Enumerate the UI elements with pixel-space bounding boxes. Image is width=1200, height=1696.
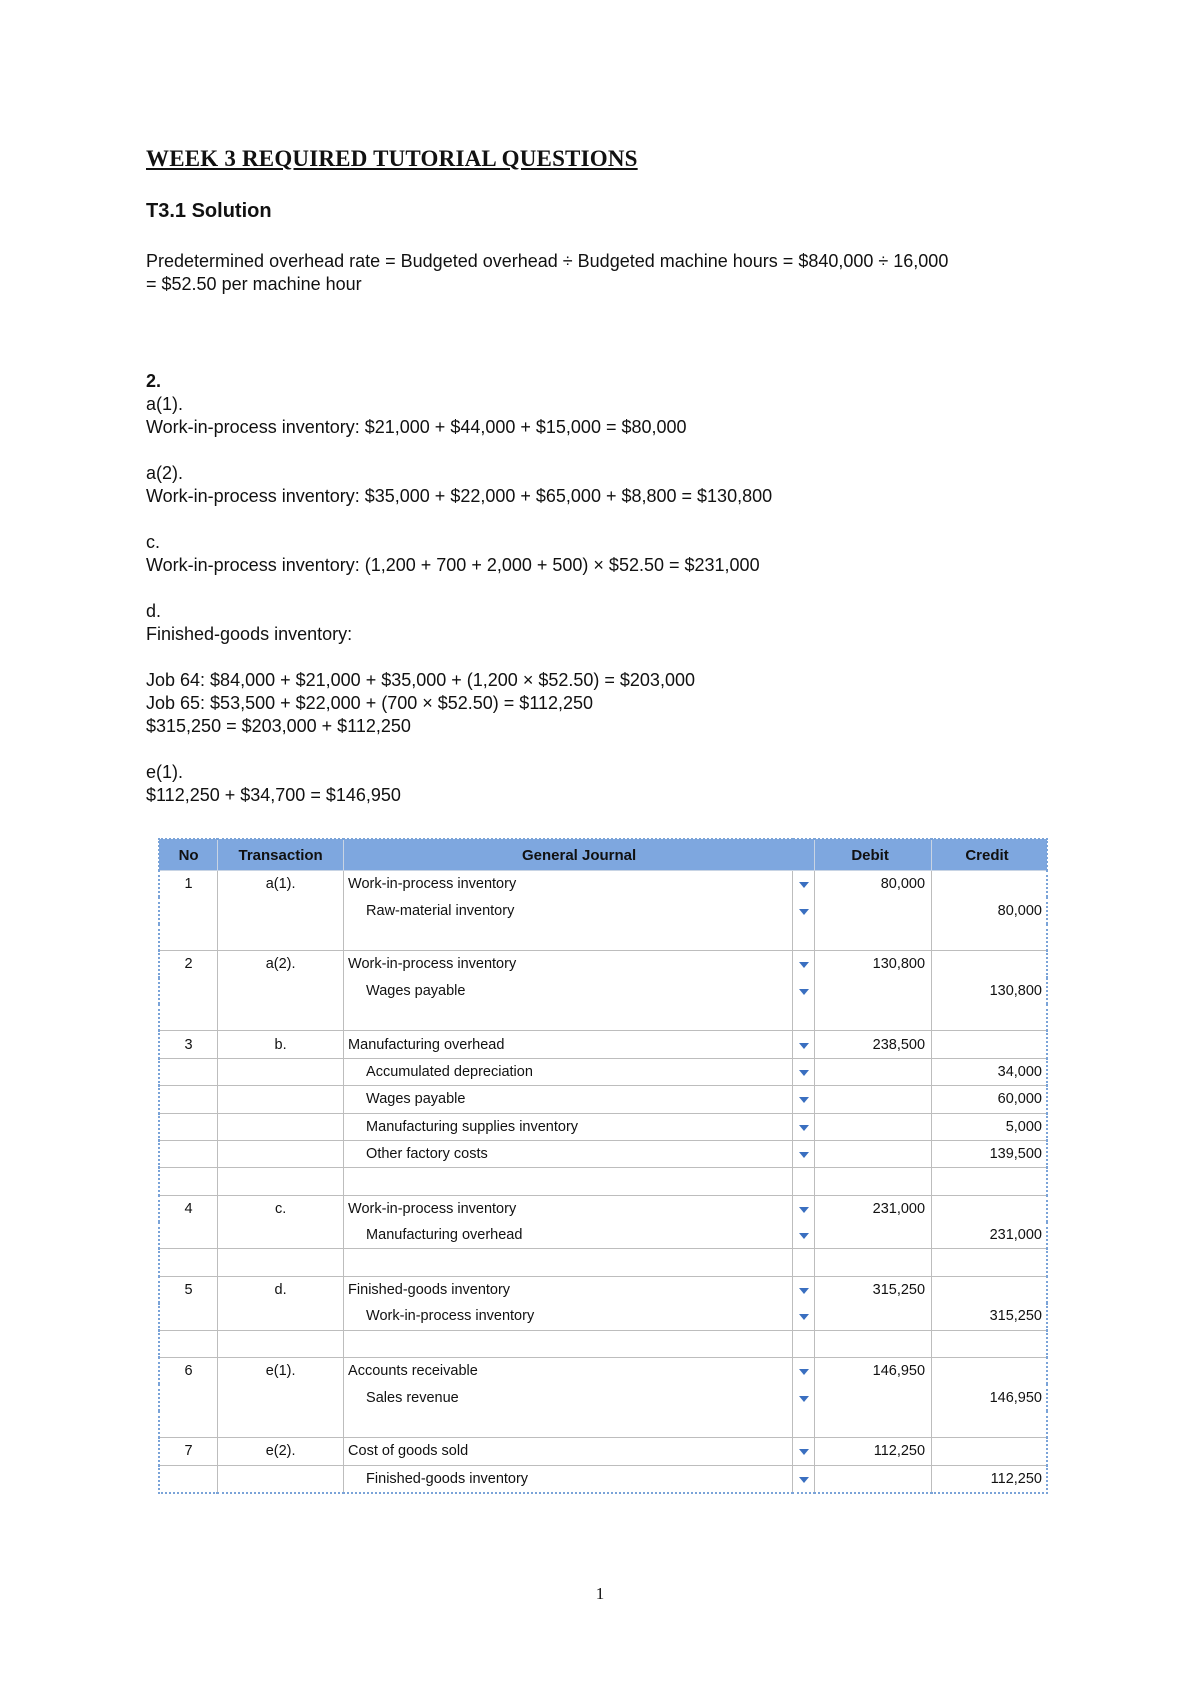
journal-row <box>159 1031 1047 1058</box>
empty-cell <box>815 1249 932 1276</box>
d-line-total: $315,250 = $203,000 + $112,250 <box>146 716 411 736</box>
row-credit: 130,800 <box>932 978 1047 1004</box>
d-label: d. <box>146 601 162 621</box>
section-2-number: 2. <box>146 371 162 391</box>
account-dropdown[interactable] <box>793 1384 815 1410</box>
row-account: Cost of goods sold <box>344 1438 793 1465</box>
journal-row <box>159 1384 1047 1410</box>
row-account: Sales revenue <box>344 1384 793 1410</box>
account-dropdown[interactable] <box>793 1086 815 1113</box>
row-account: Work-in-process inventory <box>344 951 793 978</box>
row-credit: 5,000 <box>932 1113 1047 1140</box>
page-heading: WEEK 3 REQUIRED TUTORIAL QUESTIONS <box>146 146 638 171</box>
row-no <box>159 1058 218 1085</box>
chevron-down-icon[interactable] <box>799 989 809 995</box>
journal-spacer-row <box>159 1168 1047 1195</box>
empty-cell <box>344 1004 793 1031</box>
row-account: Finished-goods inventory <box>344 1276 793 1303</box>
chevron-down-icon[interactable] <box>799 1477 809 1483</box>
row-transaction <box>218 1113 344 1140</box>
row-account: Wages payable <box>344 978 793 1004</box>
account-dropdown[interactable] <box>793 1195 815 1222</box>
row-transaction <box>218 1222 344 1249</box>
row-transaction <box>218 897 344 923</box>
row-no <box>159 897 218 923</box>
row-credit: 80,000 <box>932 897 1047 923</box>
empty-cell <box>793 1330 815 1357</box>
row-account: Work-in-process inventory <box>344 1195 793 1222</box>
account-dropdown[interactable] <box>793 1303 815 1330</box>
account-dropdown[interactable] <box>793 1276 815 1303</box>
empty-cell <box>159 924 218 951</box>
row-transaction <box>218 1465 344 1493</box>
row-no <box>159 1222 218 1249</box>
overhead-rate-line-1: Predetermined overhead rate = Budgeted overhead ÷ Budgeted machine hours = $840,000 ÷ 16,000 <box>146 251 949 271</box>
solution-subheading: T3.1 Solution <box>146 200 272 222</box>
row-account: Accumulated depreciation <box>344 1058 793 1085</box>
empty-cell <box>932 1004 1047 1031</box>
row-transaction <box>218 1086 344 1113</box>
row-account: Manufacturing supplies inventory <box>344 1113 793 1140</box>
chevron-down-icon[interactable] <box>799 1043 809 1049</box>
empty-cell <box>159 1330 218 1357</box>
row-no <box>159 1465 218 1493</box>
row-debit <box>815 1086 932 1113</box>
chevron-down-icon[interactable] <box>799 1396 809 1402</box>
row-transaction <box>218 978 344 1004</box>
row-transaction: c. <box>218 1195 344 1222</box>
row-account: Work-in-process inventory <box>344 1303 793 1330</box>
general-journal-table <box>158 838 1048 1494</box>
row-no <box>159 1113 218 1140</box>
empty-cell <box>793 1249 815 1276</box>
empty-cell <box>344 1168 793 1195</box>
row-transaction <box>218 1303 344 1330</box>
row-debit <box>815 1222 932 1249</box>
overhead-rate-paragraph <box>146 250 948 296</box>
empty-cell <box>815 1411 932 1438</box>
a2-label: a(2). <box>146 463 184 483</box>
row-account: Work-in-process inventory <box>344 871 793 898</box>
journal-row <box>159 1195 1047 1222</box>
row-transaction <box>218 1058 344 1085</box>
journal-row <box>159 1086 1047 1113</box>
empty-cell <box>159 1004 218 1031</box>
account-dropdown[interactable] <box>793 1438 815 1465</box>
journal-spacer-row <box>159 1004 1047 1031</box>
account-dropdown[interactable] <box>793 1031 815 1058</box>
row-credit: 315,250 <box>932 1303 1047 1330</box>
journal-row <box>159 1276 1047 1303</box>
a1-label: a(1). <box>146 394 184 414</box>
a2-text: Work-in-process inventory: $35,000 + $22,000 + $65,000 + $8,800 = $130,800 <box>146 486 773 506</box>
row-debit <box>815 1384 932 1410</box>
empty-cell <box>793 1004 815 1031</box>
row-credit <box>932 871 1047 898</box>
journal-row <box>159 1222 1047 1249</box>
row-debit: 80,000 <box>815 871 932 898</box>
journal-row <box>159 1438 1047 1465</box>
overhead-rate-line-2: = $52.50 per machine hour <box>146 274 362 294</box>
empty-cell <box>815 1004 932 1031</box>
row-debit <box>815 1058 932 1085</box>
d-line-job64: Job 64: $84,000 + $21,000 + $35,000 + (1,200 × $52.50) = $203,000 <box>146 670 695 690</box>
row-credit: 231,000 <box>932 1222 1047 1249</box>
row-transaction <box>218 1384 344 1410</box>
row-transaction: e(1). <box>218 1358 344 1385</box>
chevron-down-icon[interactable] <box>799 1369 809 1375</box>
header-no: No <box>159 839 218 871</box>
row-transaction: a(1). <box>218 871 344 898</box>
row-debit <box>815 978 932 1004</box>
row-no: 4 <box>159 1195 218 1222</box>
d-line-job65: Job 65: $53,500 + $22,000 + (700 × $52.50) = $112,250 <box>146 693 594 713</box>
chevron-down-icon[interactable] <box>799 1152 809 1158</box>
row-debit <box>815 897 932 923</box>
row-debit: 238,500 <box>815 1031 932 1058</box>
empty-cell <box>793 1411 815 1438</box>
e1-text: $112,250 + $34,700 = $146,950 <box>146 785 401 805</box>
row-no <box>159 1303 218 1330</box>
account-dropdown[interactable] <box>793 951 815 978</box>
header-transaction: Transaction <box>218 839 344 871</box>
a1-text: Work-in-process inventory: $21,000 + $44,000 + $15,000 = $80,000 <box>146 417 687 437</box>
account-dropdown[interactable] <box>793 1113 815 1140</box>
journal-spacer-row <box>159 1330 1047 1357</box>
row-credit <box>932 1031 1047 1058</box>
row-debit: 112,250 <box>815 1438 932 1465</box>
empty-cell <box>159 1168 218 1195</box>
row-debit: 231,000 <box>815 1195 932 1222</box>
row-debit <box>815 1303 932 1330</box>
empty-cell <box>932 1168 1047 1195</box>
row-transaction: a(2). <box>218 951 344 978</box>
row-account: Raw-material inventory <box>344 897 793 923</box>
row-no <box>159 1140 218 1167</box>
journal-row <box>159 1113 1047 1140</box>
account-dropdown[interactable] <box>793 978 815 1004</box>
empty-cell <box>932 1249 1047 1276</box>
journal-body <box>159 871 1047 1493</box>
journal-row <box>159 1465 1047 1493</box>
empty-cell <box>793 924 815 951</box>
row-debit: 315,250 <box>815 1276 932 1303</box>
row-account: Other factory costs <box>344 1140 793 1167</box>
empty-cell <box>793 1168 815 1195</box>
row-credit: 139,500 <box>932 1140 1047 1167</box>
row-account: Wages payable <box>344 1086 793 1113</box>
chevron-down-icon[interactable] <box>799 1288 809 1294</box>
account-dropdown[interactable] <box>793 1140 815 1167</box>
empty-cell <box>159 1411 218 1438</box>
empty-cell <box>218 1168 344 1195</box>
row-account: Manufacturing overhead <box>344 1222 793 1249</box>
chevron-down-icon[interactable] <box>799 1097 809 1103</box>
chevron-down-icon[interactable] <box>799 909 809 915</box>
empty-cell <box>218 1330 344 1357</box>
row-account: Accounts receivable <box>344 1358 793 1385</box>
row-transaction: e(2). <box>218 1438 344 1465</box>
empty-cell <box>932 1330 1047 1357</box>
row-no: 1 <box>159 871 218 898</box>
row-no: 2 <box>159 951 218 978</box>
journal-spacer-row <box>159 924 1047 951</box>
row-no <box>159 978 218 1004</box>
journal-row <box>159 1303 1047 1330</box>
empty-cell <box>218 1249 344 1276</box>
journal-row <box>159 951 1047 978</box>
row-credit <box>932 1358 1047 1385</box>
row-no: 6 <box>159 1358 218 1385</box>
row-transaction <box>218 1140 344 1167</box>
empty-cell <box>932 924 1047 951</box>
empty-cell <box>218 924 344 951</box>
empty-cell <box>932 1411 1047 1438</box>
account-dropdown[interactable] <box>793 1222 815 1249</box>
header-credit: Credit <box>932 839 1047 871</box>
account-dropdown[interactable] <box>793 897 815 923</box>
chevron-down-icon[interactable] <box>799 1314 809 1320</box>
c-text: Work-in-process inventory: (1,200 + 700 + 2,000 + 500) × $52.50 = $231,000 <box>146 555 760 575</box>
account-dropdown[interactable] <box>793 871 815 898</box>
c-label: c. <box>146 532 161 552</box>
row-account: Manufacturing overhead <box>344 1031 793 1058</box>
row-no: 3 <box>159 1031 218 1058</box>
row-debit: 146,950 <box>815 1358 932 1385</box>
row-debit <box>815 1140 932 1167</box>
page-number: 1 <box>595 1584 605 1603</box>
journal-row <box>159 1140 1047 1167</box>
empty-cell <box>218 1004 344 1031</box>
chevron-down-icon[interactable] <box>799 1207 809 1213</box>
journal-spacer-row <box>159 1249 1047 1276</box>
empty-cell <box>159 1249 218 1276</box>
row-debit <box>815 1113 932 1140</box>
journal-header-row <box>159 839 1047 871</box>
row-credit <box>932 1438 1047 1465</box>
header-general-journal: General Journal <box>344 839 815 871</box>
chevron-down-icon[interactable] <box>799 1125 809 1131</box>
journal-row <box>159 897 1047 923</box>
chevron-down-icon[interactable] <box>799 962 809 968</box>
empty-cell <box>815 924 932 951</box>
empty-cell <box>344 1411 793 1438</box>
row-transaction: b. <box>218 1031 344 1058</box>
row-transaction: d. <box>218 1276 344 1303</box>
chevron-down-icon[interactable] <box>799 882 809 888</box>
journal-row <box>159 978 1047 1004</box>
row-credit: 60,000 <box>932 1086 1047 1113</box>
row-credit: 112,250 <box>932 1465 1047 1493</box>
empty-cell <box>344 1330 793 1357</box>
empty-cell <box>815 1168 932 1195</box>
row-no: 5 <box>159 1276 218 1303</box>
empty-cell <box>815 1330 932 1357</box>
section-2 <box>146 370 772 807</box>
journal-row <box>159 871 1047 898</box>
chevron-down-icon[interactable] <box>799 1449 809 1455</box>
empty-cell <box>218 1411 344 1438</box>
empty-cell <box>344 1249 793 1276</box>
row-no <box>159 1384 218 1410</box>
d-text: Finished-goods inventory: <box>146 624 353 644</box>
row-no <box>159 1086 218 1113</box>
account-dropdown[interactable] <box>793 1058 815 1085</box>
header-debit: Debit <box>815 839 932 871</box>
chevron-down-icon[interactable] <box>799 1070 809 1076</box>
row-credit: 34,000 <box>932 1058 1047 1085</box>
account-dropdown[interactable] <box>793 1465 815 1493</box>
row-credit <box>932 1276 1047 1303</box>
empty-cell <box>344 924 793 951</box>
chevron-down-icon[interactable] <box>799 1233 809 1239</box>
journal-spacer-row <box>159 1411 1047 1438</box>
row-account: Finished-goods inventory <box>344 1465 793 1493</box>
row-credit <box>932 951 1047 978</box>
row-no: 7 <box>159 1438 218 1465</box>
journal-row <box>159 1358 1047 1385</box>
row-debit <box>815 1465 932 1493</box>
row-debit: 130,800 <box>815 951 932 978</box>
e1-label: e(1). <box>146 762 184 782</box>
journal-row <box>159 1058 1047 1085</box>
row-credit: 146,950 <box>932 1384 1047 1410</box>
account-dropdown[interactable] <box>793 1358 815 1385</box>
row-credit <box>932 1195 1047 1222</box>
